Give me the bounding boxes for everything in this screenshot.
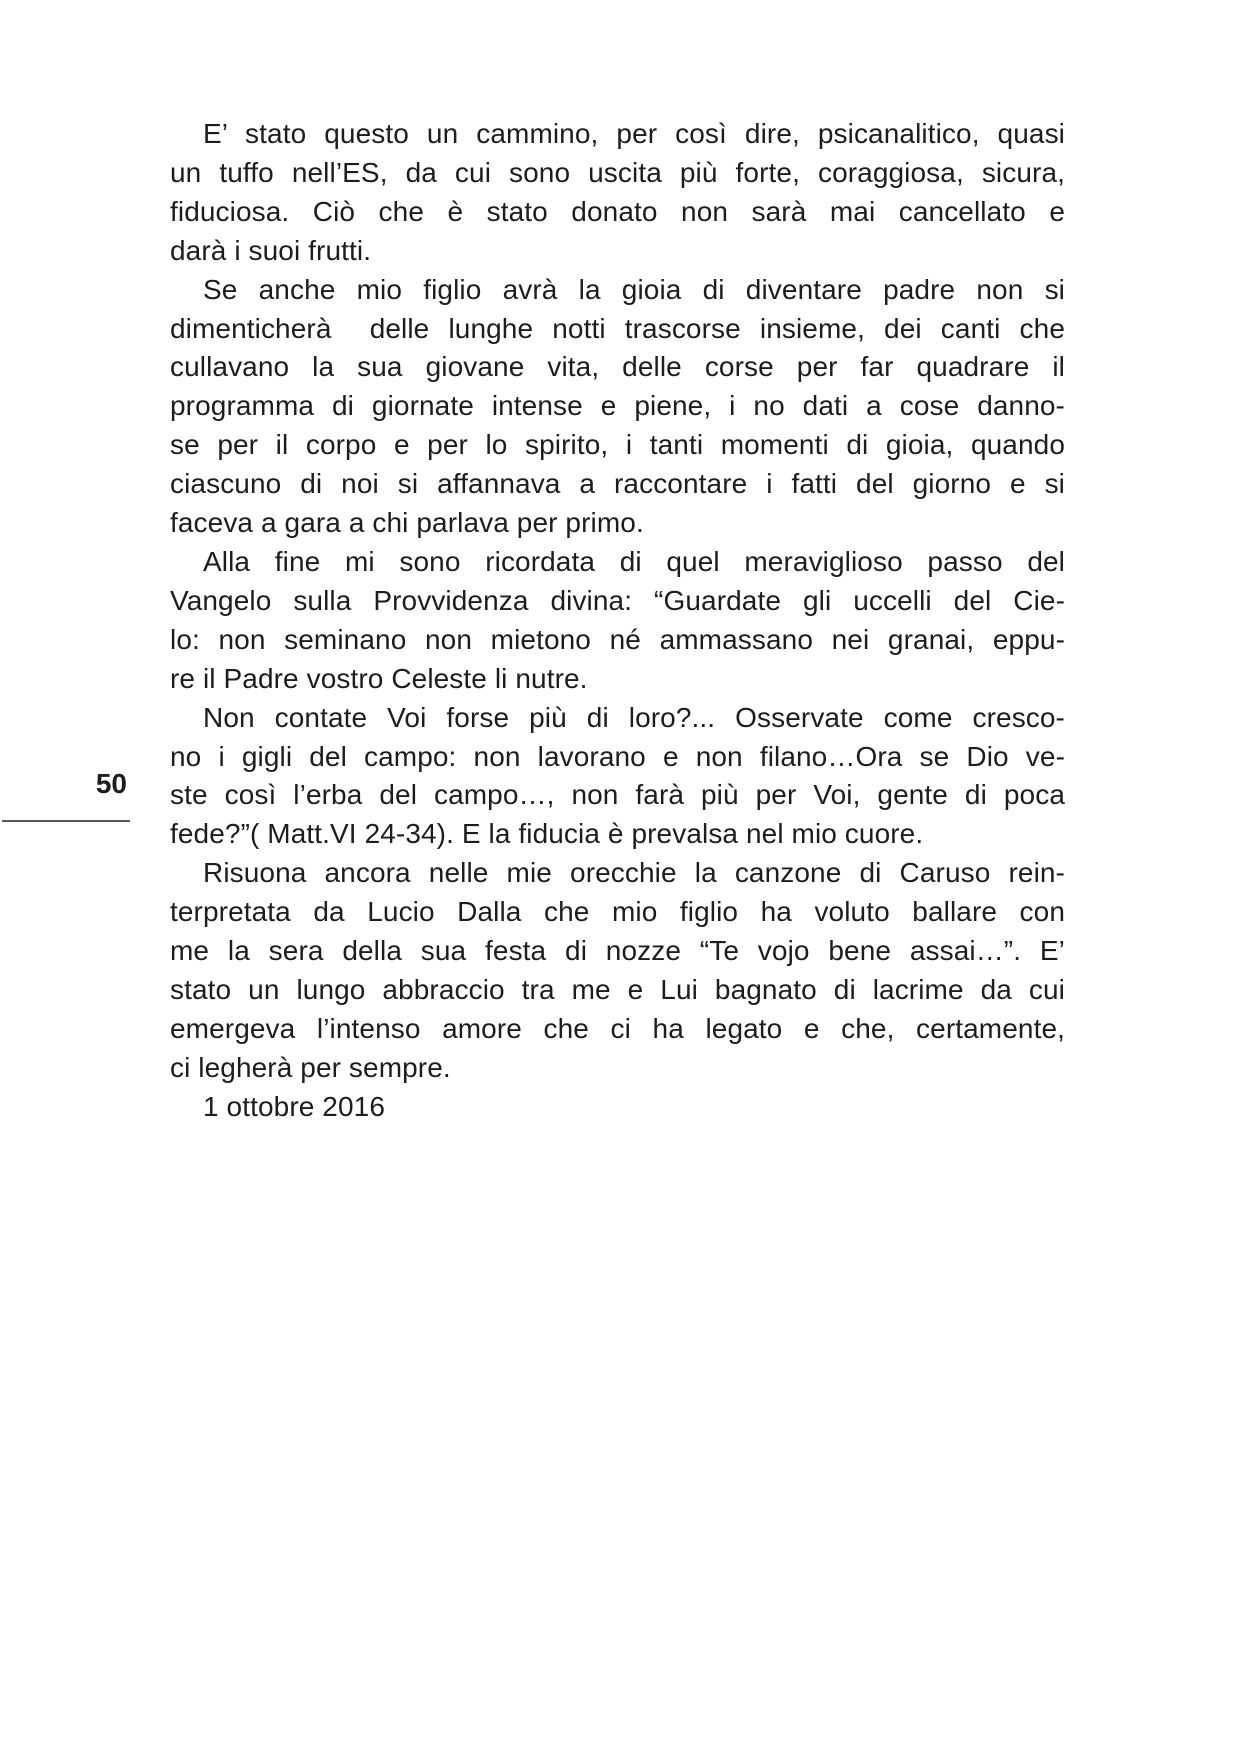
- text-line: lo: non seminano non mietono né ammassano nei granai, eppu-: [170, 623, 1065, 655]
- paragraph: [170, 854, 1065, 1087]
- paragraph: [170, 115, 1065, 271]
- text-line: dimenticherà delle lunghe notti trascorse insieme, dei canti che: [170, 312, 1065, 344]
- text-line: Alla fine mi sono ricordata di quel meraviglioso passo del: [203, 545, 1065, 577]
- text-line: stato un lungo abbraccio tra me e Lui bagnato di lacrime da cui: [170, 973, 1065, 1005]
- text-line: E’ stato questo un cammino, per così dire, psicanalitico, quasi: [203, 118, 1065, 149]
- text-line: faceva a gara a chi parlava per primo.: [170, 507, 644, 539]
- text-line: fede?”( Matt.VI 24-34). E la fiducia è prevalsa nel mio cuore.: [170, 818, 924, 850]
- text-line: un tuffo nell’ES, da cui sono uscita più forte, coraggiosa, sicura,: [170, 156, 1065, 188]
- paragraph: [170, 271, 1065, 543]
- paragraph: [170, 543, 1065, 699]
- date-line: 1 ottobre 2016: [203, 1090, 385, 1122]
- text-line: cullavano la sua giovane vita, delle corse per far quadrare il: [170, 351, 1065, 383]
- text-line: Vangelo sulla Provvidenza divina: “Guardate gli uccelli del Cie-: [170, 584, 1065, 616]
- text-line: Non contate Voi forse più di loro?... Osservate come cresco-: [203, 701, 1065, 733]
- text-line: ciascuno di noi si affannava a raccontare i fatti del giorno e si: [170, 468, 1065, 500]
- text-line: darà i suoi frutti.: [170, 234, 372, 266]
- page-number-rule: [2, 820, 130, 822]
- text-line: re il Padre vostro Celeste li nutre.: [170, 662, 588, 694]
- text-line: emergeva l’intenso amore che ci ha legato e che, certamente,: [170, 1012, 1065, 1044]
- text-line: me la sera della sua festa di nozze “Te vojo bene assai…”. E’: [170, 935, 1065, 967]
- date-paragraph: [170, 1088, 1065, 1127]
- text-line: terpretata da Lucio Dalla che mio figlio ha voluto ballare con: [170, 896, 1065, 928]
- text-line: no i gigli del campo: non lavorano e non filano…Ora se Dio ve-: [170, 740, 1065, 772]
- text-line: programma di giornate intense e piene, i no dati a cose danno-: [170, 390, 1065, 422]
- text-line: Risuona ancora nelle mie orecchie la canzone di Caruso rein-: [203, 857, 1065, 889]
- text-line: fiduciosa. Ciò che è stato donato non sarà mai cancellato e: [170, 195, 1065, 227]
- text-line: ste così l’erba del campo…, non farà più per Voi, gente di poca: [170, 779, 1065, 811]
- paragraph: [170, 699, 1065, 855]
- text-line: Se anche mio figlio avrà la gioia di diventare padre non si: [203, 273, 1065, 305]
- text-line: ci legherà per sempre.: [170, 1051, 451, 1083]
- page-number: 50: [95, 768, 127, 799]
- text-block: [170, 115, 1065, 1127]
- text-line: se per il corpo e per lo spirito, i tanti momenti di gioia, quando: [170, 429, 1065, 461]
